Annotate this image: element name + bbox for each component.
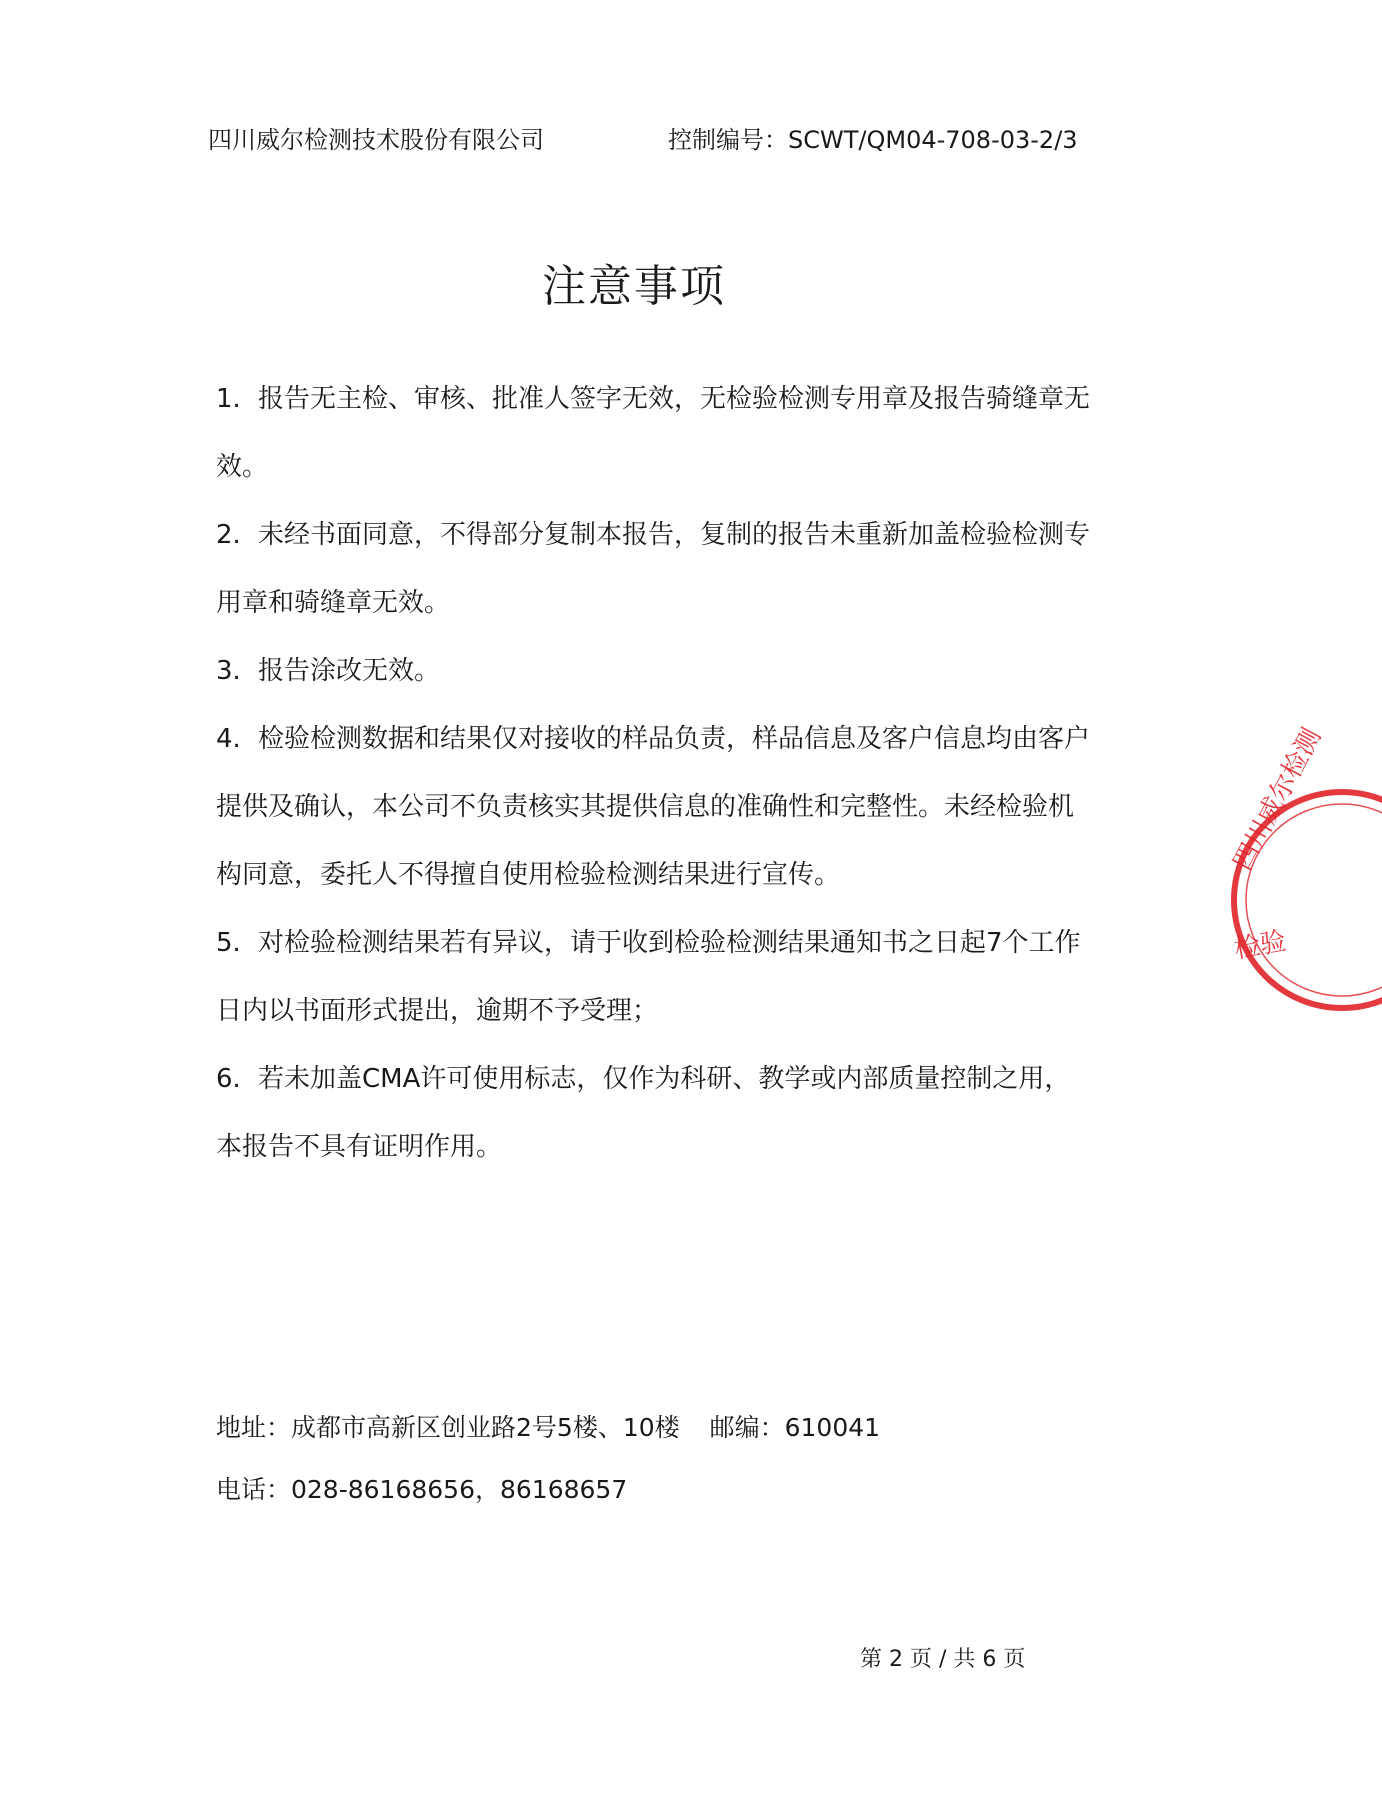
company-name: 四川威尔检测技术股份有限公司 [208,126,544,154]
note-item [216,705,1096,909]
page-header [208,120,1088,160]
control-number: 控制编号：SCWT/QM04-708-03-2/3 [668,126,1078,154]
note-text: 若未加盖CMA许可使用标志，仅作为科研、教学或内部质量控制之用，本报告不具有证明作用。 [216,1064,1071,1162]
phone: 电话：028-86168656，86168657 [216,1475,628,1504]
note-number: 1. [216,384,241,414]
note-text: 报告无主检、审核、批准人签字无效，无检验检测专用章及报告骑缝章无效。 [216,384,1091,482]
stamp-seal-icon [1222,723,1382,1020]
note-number: 6. [216,1064,241,1094]
address-line [216,1407,1096,1469]
contact-footer [216,1407,1096,1531]
note-item [216,909,1096,1045]
page-title: 注意事项 [542,261,726,312]
notes-list [216,365,1096,1181]
note-item [216,1045,1096,1181]
note-text: 未经书面同意，不得部分复制本报告，复制的报告未重新加盖检验检测专用章和骑缝章无效。 [216,520,1091,618]
svg-text:四川威尔检测: 四川威尔检测 [1227,723,1328,876]
address: 地址：成都市高新区创业路2号5楼、10楼 [216,1413,680,1442]
note-number: 5. [216,928,241,958]
svg-text:检验: 检验 [1232,926,1289,965]
note-item [216,365,1096,501]
note-item [216,501,1096,637]
note-text: 对检验检测结果若有异议，请于收到检验检测结果通知书之日起7个工作日内以书面形式提出，逾期不予受理； [216,928,1081,1026]
postcode: 邮编：610041 [709,1413,881,1442]
note-text: 检验检测数据和结果仅对接收的样品负责，样品信息及客户信息均由客户提供及确认，本公司不负责核实其提供信息的准确性和完整性。未经检验机构同意，委托人不得擅自使用检验检测结果进行宣传。 [216,724,1091,890]
page-number: 第 2 页 / 共 6 页 [860,1647,1026,1672]
note-number: 3. [216,656,241,686]
note-text: 报告涂改无效。 [258,656,441,686]
note-number: 4. [216,724,241,754]
phone-line [216,1469,1096,1531]
note-number: 2. [216,520,241,550]
note-item [216,637,1096,705]
